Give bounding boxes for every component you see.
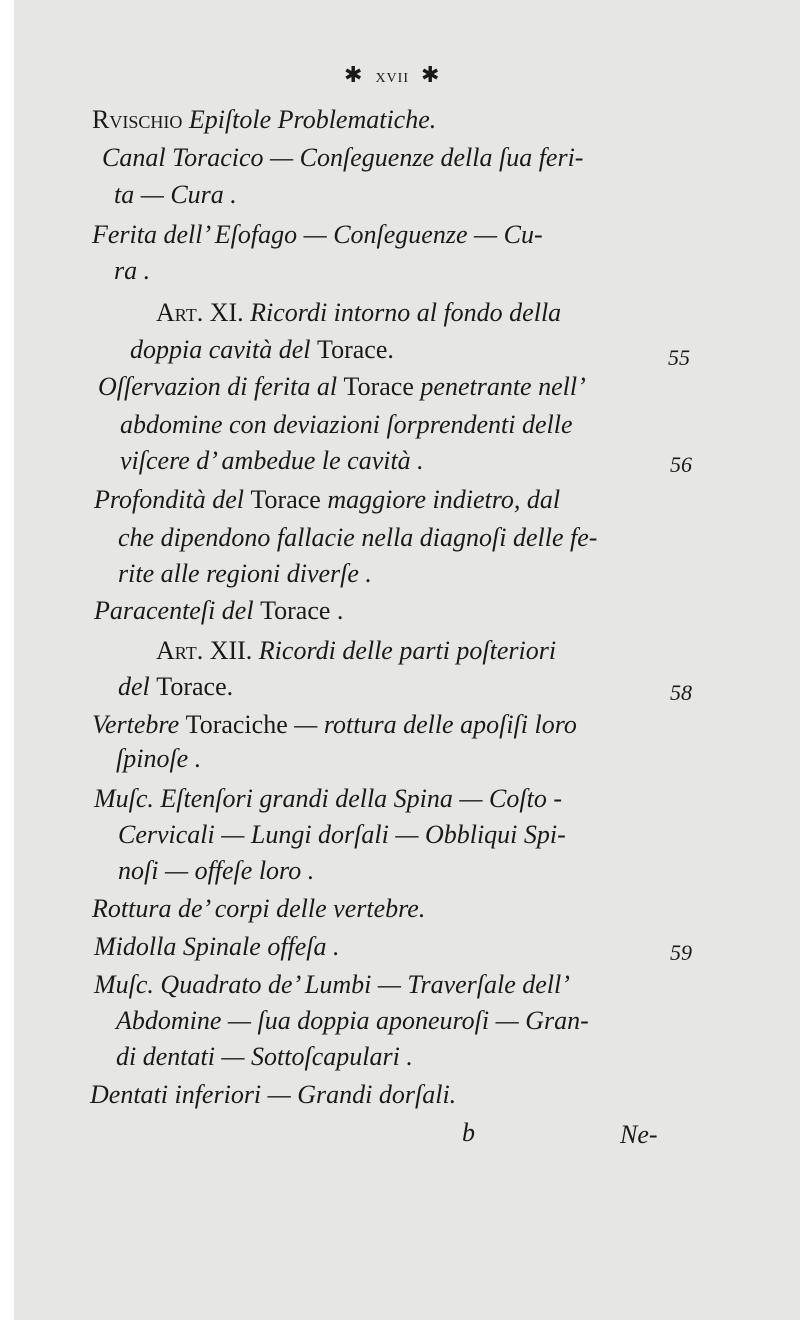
asterisk-ornament-icon: ✱ xyxy=(420,62,441,87)
index-line xyxy=(116,1042,413,1072)
catchword: Ne- xyxy=(620,1120,658,1149)
text-run: che dipendono fallacie nella diagnoſi delle fe- xyxy=(118,523,598,552)
text-run: penetrante nell’ xyxy=(413,372,586,401)
text-run: Torace xyxy=(343,372,414,401)
index-line xyxy=(92,105,436,135)
index-line xyxy=(94,932,340,962)
text-run: viſcere d’ ambedue le cavità . xyxy=(120,446,424,475)
asterisk-ornament-icon: ✱ xyxy=(344,62,364,87)
text-run: Rottura de’ corpi delle vertebre. xyxy=(92,894,426,923)
index-line xyxy=(92,710,577,740)
index-line xyxy=(118,820,566,850)
text-run: Epiſtole Problematiche. xyxy=(188,105,437,134)
page-reference: 55 xyxy=(668,345,690,370)
index-line xyxy=(92,894,425,924)
text-run: ra . xyxy=(114,256,151,285)
text-run: Profondità del xyxy=(94,485,251,514)
text-run: Muſc. Eſtenſori grandi della Spina — Coſto - xyxy=(94,784,562,813)
index-line xyxy=(114,256,150,286)
index-line xyxy=(92,220,543,250)
index-line xyxy=(102,143,583,173)
index-line xyxy=(118,523,597,553)
article-heading xyxy=(156,298,561,328)
index-line xyxy=(94,970,570,1000)
index-line xyxy=(94,784,562,814)
text-run: Torace. xyxy=(156,672,234,701)
text-run: Oſſervazion di ferita al xyxy=(98,372,344,401)
text-run: Torace . xyxy=(260,596,344,625)
text-run: Midolla Spinale offeſa . xyxy=(94,932,340,961)
text-run: Torace. xyxy=(317,335,394,364)
text-run: Art. XII. xyxy=(156,636,259,665)
index-line xyxy=(116,744,201,774)
index-line xyxy=(118,559,372,589)
index-line xyxy=(120,446,424,476)
text-run: rite alle regioni diverſe . xyxy=(118,559,372,588)
signature-mark: b xyxy=(462,1118,475,1147)
page-reference: 58 xyxy=(670,680,692,705)
book-page xyxy=(14,0,800,1320)
index-line xyxy=(130,335,394,365)
text-run: abdomine con deviazioni ſorprendenti delle xyxy=(120,410,573,439)
text-run: ta — Cura . xyxy=(114,180,237,209)
index-line xyxy=(94,596,343,626)
text-run: del xyxy=(118,672,157,701)
index-line xyxy=(94,485,560,515)
text-run: Dentati inferiori — Grandi dorſali. xyxy=(90,1080,457,1109)
text-run: Ferita dell’ Eſofago — Conſeguenze — Cu- xyxy=(92,220,543,249)
page-reference: 56 xyxy=(670,452,692,477)
index-line xyxy=(118,856,314,886)
text-run: maggiore indietro, dal xyxy=(320,485,561,514)
text-run: Rvischio xyxy=(92,105,189,134)
text-run: Paracenteſi del xyxy=(94,596,261,625)
text-run: di dentati — Sottoſcapulari . xyxy=(116,1042,413,1071)
text-run: Canal Toracico — Conſeguenze della ſua feri- xyxy=(102,143,584,172)
text-run: Torace xyxy=(250,485,321,514)
page-reference: 59 xyxy=(670,940,692,965)
text-run: doppia cavità del xyxy=(130,335,318,364)
article-heading xyxy=(156,636,556,666)
text-run: Ricordi delle parti poſteriori xyxy=(258,636,557,665)
index-line xyxy=(90,1080,456,1110)
index-line xyxy=(118,672,233,702)
text-run: Art. XI. xyxy=(156,298,251,327)
index-line xyxy=(98,372,586,402)
page-header xyxy=(344,62,440,88)
text-run: Cervicali — Lungi dorſali — Obbliqui Spi- xyxy=(118,820,566,849)
page-roman-numeral: xvii xyxy=(375,65,409,87)
index-line xyxy=(120,410,573,440)
index-line xyxy=(114,180,237,210)
text-run: Muſc. Quadrato de’ Lumbi — Traverſale dell’ xyxy=(94,970,570,999)
index-line xyxy=(116,1006,589,1036)
text-run: noſi — offeſe loro . xyxy=(118,856,315,885)
text-run: Abdomine — ſua doppia aponeuroſi — Gran- xyxy=(116,1006,589,1035)
text-run: Vertebre xyxy=(92,710,186,739)
text-run: Ricordi intorno al fondo della xyxy=(250,298,562,327)
text-run: ſpinoſe . xyxy=(116,744,202,773)
text-run: Toraciche xyxy=(185,710,288,739)
text-run: — rottura delle apoſiſi loro xyxy=(287,710,577,739)
